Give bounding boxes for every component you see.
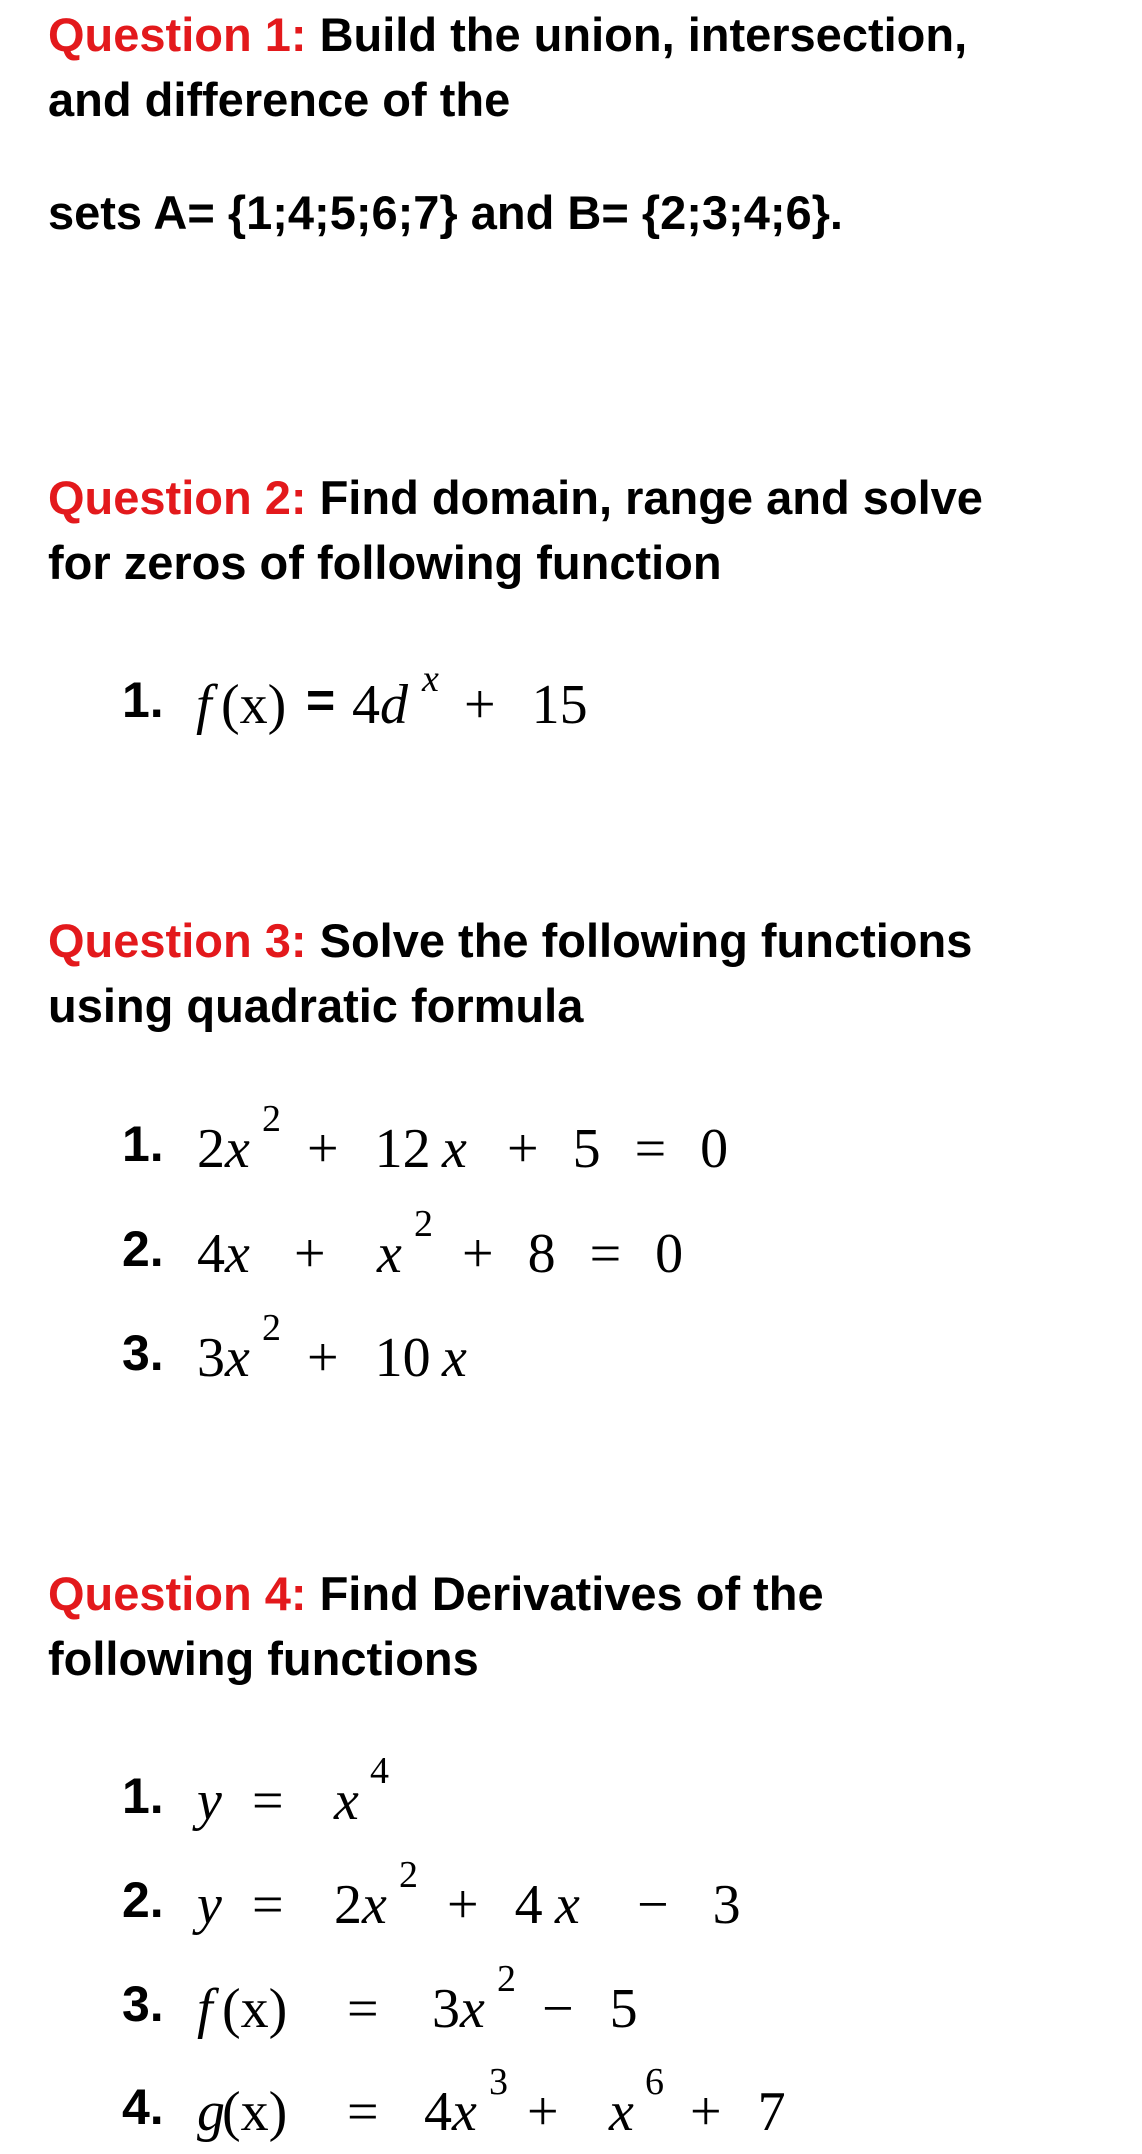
item-number: 4. [122,2079,164,2135]
exponent: 2 [262,1098,281,1140]
item-number: 2. [122,1872,164,1928]
variable: x [225,1327,250,1389]
equals-sign: = [252,1874,284,1936]
item-number: 2. [122,1221,164,1277]
exponent: x [422,658,439,700]
function-name: f [196,674,212,736]
function-argument: (x) [222,2081,288,2143]
lhs-variable: y [197,1874,222,1936]
variable-2: x [442,1118,467,1180]
question-2-label: Question 2: [48,471,307,524]
question-3-label: Question 3: [48,914,307,967]
variable: x [362,1874,387,1936]
variable-2: x [555,1874,580,1936]
question-1-label: Question 1: [48,8,307,61]
question-2-line-2: for zeros of following function [48,536,722,589]
plus-sign: + [527,2081,559,2143]
function-argument: (x) [221,674,287,736]
expression-rest: + 7 [690,2081,786,2143]
exponent: 4 [370,1750,389,1792]
exponent: 2 [399,1854,418,1896]
function-argument: (x) [222,1978,288,2040]
question-1-line-2: and difference of the [48,73,511,126]
coefficient: 4 [197,1223,225,1285]
variable-2: x [377,1223,402,1285]
variable: x [225,1118,250,1180]
coefficient: 2 [334,1874,362,1936]
item-number: 1. [122,672,164,728]
equals-sign: = [306,672,336,728]
plus-sign: + [294,1223,326,1285]
coefficient: 3 [432,1978,460,2040]
item-number: 3. [122,1325,164,1381]
question-2-line-1: Find domain, range and solve [319,471,983,524]
variable-2: x [442,1327,467,1389]
equals-sign: = [252,1770,284,1832]
lhs-variable: y [197,1770,222,1832]
item-number: 3. [122,1976,164,2032]
question-4-label: Question 4: [48,1567,307,1620]
exponent: 3 [489,2061,508,2103]
coefficient: 4 [424,2081,452,2143]
term-2: + 4 [447,1874,543,1936]
coefficient: 2 [197,1118,225,1180]
equals-sign: = [347,1978,379,2040]
variable: x [452,2081,477,2143]
question-3-line-2: using quadratic formula [48,979,584,1032]
function-name: g [197,2081,225,2143]
exponent: 2 [262,1307,281,1349]
item-number: 1. [122,1768,164,1824]
expression-rest: + 5 = 0 [507,1118,729,1180]
question-3-line-1: Solve the following functions [319,914,973,967]
exponent: 2 [497,1958,516,2000]
term-2: + 12 [307,1118,431,1180]
question-4-heading [48,1561,1108,1691]
question-2-heading [48,465,1108,595]
exponent: 2 [414,1203,433,1245]
coefficient: 3 [197,1327,225,1389]
variable: x [460,1978,485,2040]
coefficient: 4 [352,674,380,736]
equals-sign: = [347,2081,379,2143]
expression-rest: + 15 [464,674,588,736]
question-4-line-2: following functions [48,1632,479,1685]
item-number: 1. [122,1116,164,1172]
term-2: + 10 [307,1327,431,1389]
base-variable: d [380,674,408,736]
exponent-2: 6 [645,2061,664,2103]
question-1-line-1: Build the union, intersection, [319,8,968,61]
expression-rest: − 3 [637,1874,741,1936]
question-4-line-1: Find Derivatives of the [319,1567,824,1620]
expression-rest: − 5 [542,1978,638,2040]
variable-2: x [609,2081,634,2143]
question-3-heading [48,908,1108,1038]
function-name: f [197,1978,213,2040]
question-1-sets: sets A= {1;4;5;6;7} and B= {2;3;4;6}. [48,186,843,239]
question-1-heading [48,2,1108,132]
variable: x [225,1223,250,1285]
variable: x [334,1770,359,1832]
expression-rest: + 8 = 0 [462,1223,684,1285]
